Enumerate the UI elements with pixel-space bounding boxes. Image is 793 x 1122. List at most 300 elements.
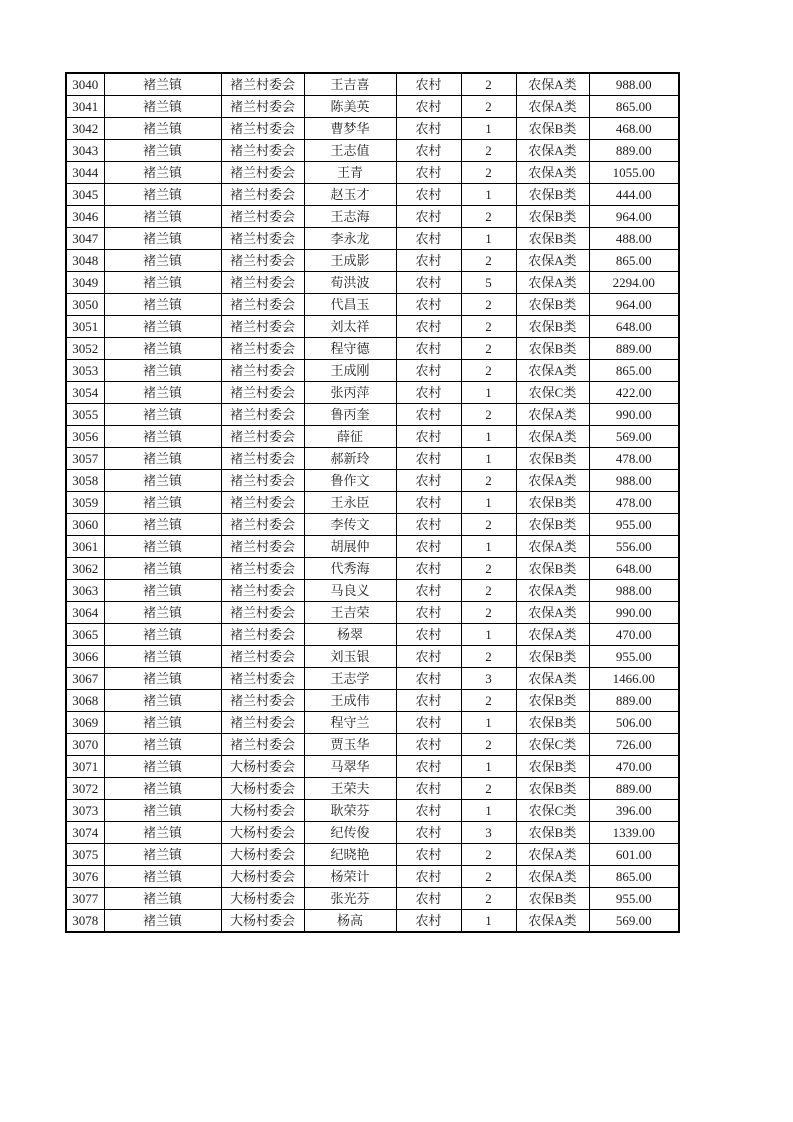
cell-village-committee: 褚兰村委会 (221, 536, 304, 558)
cell-serial-number: 3049 (66, 272, 104, 294)
cell-village-committee: 褚兰村委会 (221, 668, 304, 690)
cell-amount: 955.00 (589, 888, 679, 910)
cell-category: 农村 (396, 470, 461, 492)
cell-name: 王永臣 (304, 492, 396, 514)
cell-village-committee: 褚兰村委会 (221, 580, 304, 602)
cell-insurance-class: 农保B类 (516, 228, 589, 250)
table-row (66, 558, 679, 580)
cell-category: 农村 (396, 360, 461, 382)
cell-name: 陈美英 (304, 96, 396, 118)
cell-village-committee: 褚兰村委会 (221, 73, 304, 96)
cell-category: 农村 (396, 800, 461, 822)
cell-town: 褚兰镇 (104, 140, 221, 162)
cell-category: 农村 (396, 228, 461, 250)
cell-category: 农村 (396, 910, 461, 933)
cell-name: 张丙萍 (304, 382, 396, 404)
cell-persons: 2 (461, 294, 516, 316)
cell-town: 褚兰镇 (104, 646, 221, 668)
cell-town: 褚兰镇 (104, 734, 221, 756)
cell-insurance-class: 农保A类 (516, 536, 589, 558)
cell-village-committee: 大杨村委会 (221, 866, 304, 888)
table-row (66, 844, 679, 866)
cell-serial-number: 3062 (66, 558, 104, 580)
cell-amount: 1339.00 (589, 822, 679, 844)
cell-town: 褚兰镇 (104, 470, 221, 492)
cell-persons: 1 (461, 712, 516, 734)
cell-town: 褚兰镇 (104, 866, 221, 888)
cell-serial-number: 3052 (66, 338, 104, 360)
table-row (66, 228, 679, 250)
cell-persons: 2 (461, 316, 516, 338)
table-row (66, 602, 679, 624)
table-row (66, 184, 679, 206)
cell-village-committee: 大杨村委会 (221, 910, 304, 933)
cell-insurance-class: 农保A类 (516, 96, 589, 118)
cell-name: 程守兰 (304, 712, 396, 734)
cell-amount: 865.00 (589, 866, 679, 888)
cell-village-committee: 大杨村委会 (221, 844, 304, 866)
cell-village-committee: 褚兰村委会 (221, 448, 304, 470)
cell-town: 褚兰镇 (104, 800, 221, 822)
table-row (66, 580, 679, 602)
cell-name: 王志值 (304, 140, 396, 162)
cell-town: 褚兰镇 (104, 162, 221, 184)
cell-amount: 478.00 (589, 492, 679, 514)
cell-insurance-class: 农保B类 (516, 338, 589, 360)
cell-serial-number: 3077 (66, 888, 104, 910)
cell-category: 农村 (396, 338, 461, 360)
cell-persons: 2 (461, 514, 516, 536)
cell-category: 农村 (396, 140, 461, 162)
cell-insurance-class: 农保B类 (516, 822, 589, 844)
cell-amount: 726.00 (589, 734, 679, 756)
cell-village-committee: 褚兰村委会 (221, 228, 304, 250)
cell-category: 农村 (396, 866, 461, 888)
cell-serial-number: 3042 (66, 118, 104, 140)
cell-town: 褚兰镇 (104, 426, 221, 448)
cell-name: 马翠华 (304, 756, 396, 778)
cell-category: 农村 (396, 118, 461, 140)
cell-village-committee: 褚兰村委会 (221, 184, 304, 206)
cell-persons: 1 (461, 756, 516, 778)
cell-amount: 955.00 (589, 646, 679, 668)
cell-insurance-class: 农保C类 (516, 800, 589, 822)
cell-insurance-class: 农保A类 (516, 470, 589, 492)
cell-serial-number: 3060 (66, 514, 104, 536)
cell-persons: 2 (461, 73, 516, 96)
cell-category: 农村 (396, 558, 461, 580)
cell-amount: 648.00 (589, 558, 679, 580)
cell-category: 农村 (396, 646, 461, 668)
table-row (66, 514, 679, 536)
cell-amount: 990.00 (589, 602, 679, 624)
table-row (66, 96, 679, 118)
cell-persons: 2 (461, 470, 516, 492)
cell-town: 褚兰镇 (104, 690, 221, 712)
cell-serial-number: 3064 (66, 602, 104, 624)
cell-name: 赵玉才 (304, 184, 396, 206)
cell-serial-number: 3065 (66, 624, 104, 646)
cell-category: 农村 (396, 580, 461, 602)
cell-name: 纪传俊 (304, 822, 396, 844)
cell-name: 贾玉华 (304, 734, 396, 756)
cell-town: 褚兰镇 (104, 228, 221, 250)
cell-persons: 1 (461, 184, 516, 206)
cell-category: 农村 (396, 426, 461, 448)
table-row (66, 690, 679, 712)
cell-village-committee: 大杨村委会 (221, 800, 304, 822)
cell-persons: 3 (461, 822, 516, 844)
cell-village-committee: 褚兰村委会 (221, 316, 304, 338)
cell-town: 褚兰镇 (104, 624, 221, 646)
cell-category: 农村 (396, 492, 461, 514)
cell-name: 耿荣芬 (304, 800, 396, 822)
table-row (66, 426, 679, 448)
cell-name: 鲁丙奎 (304, 404, 396, 426)
table-row (66, 756, 679, 778)
cell-name: 王成影 (304, 250, 396, 272)
cell-amount: 601.00 (589, 844, 679, 866)
cell-amount: 396.00 (589, 800, 679, 822)
table-row (66, 734, 679, 756)
cell-persons: 2 (461, 734, 516, 756)
cell-town: 褚兰镇 (104, 338, 221, 360)
welfare-benefits-table (65, 72, 680, 933)
cell-serial-number: 3069 (66, 712, 104, 734)
cell-serial-number: 3076 (66, 866, 104, 888)
cell-name: 王成伟 (304, 690, 396, 712)
cell-insurance-class: 农保A类 (516, 668, 589, 690)
cell-village-committee: 褚兰村委会 (221, 162, 304, 184)
cell-town: 褚兰镇 (104, 96, 221, 118)
cell-persons: 2 (461, 866, 516, 888)
cell-serial-number: 3041 (66, 96, 104, 118)
cell-persons: 1 (461, 448, 516, 470)
cell-insurance-class: 农保A类 (516, 866, 589, 888)
table-row (66, 624, 679, 646)
cell-insurance-class: 农保A类 (516, 140, 589, 162)
cell-serial-number: 3061 (66, 536, 104, 558)
cell-insurance-class: 农保A类 (516, 844, 589, 866)
table-row (66, 910, 679, 933)
cell-village-committee: 褚兰村委会 (221, 514, 304, 536)
cell-village-committee: 大杨村委会 (221, 756, 304, 778)
cell-category: 农村 (396, 668, 461, 690)
cell-insurance-class: 农保A类 (516, 250, 589, 272)
cell-town: 褚兰镇 (104, 184, 221, 206)
cell-insurance-class: 农保B类 (516, 646, 589, 668)
cell-town: 褚兰镇 (104, 250, 221, 272)
cell-persons: 3 (461, 668, 516, 690)
cell-persons: 2 (461, 250, 516, 272)
cell-category: 农村 (396, 250, 461, 272)
table-row (66, 888, 679, 910)
cell-village-committee: 褚兰村委会 (221, 426, 304, 448)
cell-village-committee: 大杨村委会 (221, 822, 304, 844)
cell-persons: 2 (461, 140, 516, 162)
cell-name: 王青 (304, 162, 396, 184)
cell-insurance-class: 农保B类 (516, 206, 589, 228)
cell-category: 农村 (396, 272, 461, 294)
cell-village-committee: 褚兰村委会 (221, 646, 304, 668)
cell-persons: 1 (461, 118, 516, 140)
cell-serial-number: 3048 (66, 250, 104, 272)
table-row (66, 822, 679, 844)
cell-name: 张光芬 (304, 888, 396, 910)
cell-town: 褚兰镇 (104, 360, 221, 382)
table-row (66, 338, 679, 360)
cell-amount: 1466.00 (589, 668, 679, 690)
table-row (66, 448, 679, 470)
cell-amount: 648.00 (589, 316, 679, 338)
cell-village-committee: 褚兰村委会 (221, 118, 304, 140)
cell-name: 代昌玉 (304, 294, 396, 316)
cell-persons: 2 (461, 580, 516, 602)
cell-category: 农村 (396, 73, 461, 96)
cell-name: 王志学 (304, 668, 396, 690)
cell-name: 胡展仲 (304, 536, 396, 558)
cell-category: 农村 (396, 96, 461, 118)
cell-insurance-class: 农保B类 (516, 690, 589, 712)
cell-persons: 2 (461, 96, 516, 118)
cell-serial-number: 3059 (66, 492, 104, 514)
cell-persons: 2 (461, 690, 516, 712)
cell-village-committee: 大杨村委会 (221, 778, 304, 800)
table-row (66, 646, 679, 668)
cell-category: 农村 (396, 822, 461, 844)
cell-amount: 488.00 (589, 228, 679, 250)
cell-town: 褚兰镇 (104, 910, 221, 933)
cell-insurance-class: 农保B类 (516, 184, 589, 206)
cell-village-committee: 褚兰村委会 (221, 206, 304, 228)
cell-persons: 2 (461, 338, 516, 360)
cell-amount: 988.00 (589, 580, 679, 602)
cell-name: 荀洪波 (304, 272, 396, 294)
cell-persons: 2 (461, 558, 516, 580)
cell-name: 纪晓艳 (304, 844, 396, 866)
cell-amount: 470.00 (589, 756, 679, 778)
cell-village-committee: 褚兰村委会 (221, 602, 304, 624)
cell-serial-number: 3054 (66, 382, 104, 404)
cell-amount: 889.00 (589, 690, 679, 712)
cell-category: 农村 (396, 448, 461, 470)
cell-persons: 1 (461, 228, 516, 250)
cell-insurance-class: 农保C类 (516, 734, 589, 756)
cell-name: 鲁作文 (304, 470, 396, 492)
table-row (66, 536, 679, 558)
cell-town: 褚兰镇 (104, 712, 221, 734)
cell-amount: 988.00 (589, 73, 679, 96)
cell-town: 褚兰镇 (104, 448, 221, 470)
cell-name: 郝新玲 (304, 448, 396, 470)
cell-insurance-class: 农保A类 (516, 426, 589, 448)
cell-town: 褚兰镇 (104, 888, 221, 910)
cell-insurance-class: 农保A类 (516, 360, 589, 382)
cell-serial-number: 3074 (66, 822, 104, 844)
cell-town: 褚兰镇 (104, 558, 221, 580)
cell-name: 刘玉银 (304, 646, 396, 668)
cell-name: 曹梦华 (304, 118, 396, 140)
cell-name: 薛征 (304, 426, 396, 448)
cell-insurance-class: 农保A类 (516, 162, 589, 184)
cell-village-committee: 大杨村委会 (221, 888, 304, 910)
cell-town: 褚兰镇 (104, 272, 221, 294)
cell-insurance-class: 农保C类 (516, 382, 589, 404)
cell-persons: 2 (461, 404, 516, 426)
cell-village-committee: 褚兰村委会 (221, 470, 304, 492)
cell-amount: 964.00 (589, 206, 679, 228)
cell-village-committee: 褚兰村委会 (221, 734, 304, 756)
cell-village-committee: 褚兰村委会 (221, 294, 304, 316)
cell-town: 褚兰镇 (104, 844, 221, 866)
cell-serial-number: 3068 (66, 690, 104, 712)
table-row (66, 294, 679, 316)
cell-name: 李永龙 (304, 228, 396, 250)
table-row (66, 73, 679, 96)
cell-village-committee: 褚兰村委会 (221, 382, 304, 404)
cell-name: 王志海 (304, 206, 396, 228)
cell-insurance-class: 农保A类 (516, 272, 589, 294)
cell-persons: 2 (461, 162, 516, 184)
table-row (66, 470, 679, 492)
cell-serial-number: 3066 (66, 646, 104, 668)
cell-village-committee: 褚兰村委会 (221, 250, 304, 272)
table-row (66, 118, 679, 140)
cell-name: 杨翠 (304, 624, 396, 646)
table-row (66, 162, 679, 184)
cell-name: 程守德 (304, 338, 396, 360)
cell-serial-number: 3072 (66, 778, 104, 800)
cell-town: 褚兰镇 (104, 778, 221, 800)
cell-persons: 2 (461, 888, 516, 910)
cell-serial-number: 3070 (66, 734, 104, 756)
cell-insurance-class: 农保B类 (516, 712, 589, 734)
cell-insurance-class: 农保A类 (516, 404, 589, 426)
cell-serial-number: 3075 (66, 844, 104, 866)
cell-name: 杨荣计 (304, 866, 396, 888)
cell-category: 农村 (396, 184, 461, 206)
cell-persons: 2 (461, 646, 516, 668)
cell-insurance-class: 农保B类 (516, 778, 589, 800)
cell-insurance-class: 农保B类 (516, 316, 589, 338)
cell-insurance-class: 农保B类 (516, 448, 589, 470)
cell-name: 王吉喜 (304, 73, 396, 96)
cell-insurance-class: 农保A类 (516, 580, 589, 602)
cell-insurance-class: 农保B类 (516, 756, 589, 778)
cell-village-committee: 褚兰村委会 (221, 492, 304, 514)
cell-serial-number: 3040 (66, 73, 104, 96)
cell-name: 杨高 (304, 910, 396, 933)
cell-serial-number: 3044 (66, 162, 104, 184)
cell-town: 褚兰镇 (104, 756, 221, 778)
cell-name: 王吉荣 (304, 602, 396, 624)
cell-town: 褚兰镇 (104, 514, 221, 536)
cell-town: 褚兰镇 (104, 206, 221, 228)
table-row (66, 360, 679, 382)
cell-serial-number: 3063 (66, 580, 104, 602)
cell-serial-number: 3043 (66, 140, 104, 162)
cell-serial-number: 3047 (66, 228, 104, 250)
cell-village-committee: 褚兰村委会 (221, 140, 304, 162)
table-row (66, 140, 679, 162)
table-row (66, 778, 679, 800)
table-row (66, 206, 679, 228)
cell-village-committee: 褚兰村委会 (221, 712, 304, 734)
cell-category: 农村 (396, 844, 461, 866)
cell-persons: 1 (461, 536, 516, 558)
cell-persons: 2 (461, 206, 516, 228)
cell-amount: 444.00 (589, 184, 679, 206)
cell-category: 农村 (396, 404, 461, 426)
cell-amount: 889.00 (589, 338, 679, 360)
cell-name: 王成刚 (304, 360, 396, 382)
cell-insurance-class: 农保A类 (516, 624, 589, 646)
cell-serial-number: 3045 (66, 184, 104, 206)
cell-town: 褚兰镇 (104, 404, 221, 426)
cell-serial-number: 3057 (66, 448, 104, 470)
cell-village-committee: 褚兰村委会 (221, 624, 304, 646)
cell-village-committee: 褚兰村委会 (221, 558, 304, 580)
cell-persons: 2 (461, 844, 516, 866)
cell-category: 农村 (396, 536, 461, 558)
cell-amount: 2294.00 (589, 272, 679, 294)
cell-persons: 1 (461, 910, 516, 933)
cell-category: 农村 (396, 294, 461, 316)
cell-village-committee: 褚兰村委会 (221, 272, 304, 294)
cell-amount: 470.00 (589, 624, 679, 646)
cell-amount: 468.00 (589, 118, 679, 140)
cell-village-committee: 褚兰村委会 (221, 338, 304, 360)
cell-category: 农村 (396, 514, 461, 536)
cell-insurance-class: 农保B类 (516, 492, 589, 514)
cell-persons: 1 (461, 624, 516, 646)
cell-serial-number: 3051 (66, 316, 104, 338)
cell-serial-number: 3067 (66, 668, 104, 690)
table-row (66, 316, 679, 338)
cell-insurance-class: 农保B类 (516, 294, 589, 316)
cell-insurance-class: 农保A类 (516, 602, 589, 624)
table-row (66, 800, 679, 822)
cell-amount: 478.00 (589, 448, 679, 470)
cell-insurance-class: 农保B类 (516, 558, 589, 580)
cell-amount: 955.00 (589, 514, 679, 536)
table-row (66, 866, 679, 888)
table-row (66, 492, 679, 514)
cell-name: 刘太祥 (304, 316, 396, 338)
cell-category: 农村 (396, 624, 461, 646)
cell-category: 农村 (396, 712, 461, 734)
cell-insurance-class: 农保A类 (516, 73, 589, 96)
table-row (66, 272, 679, 294)
cell-town: 褚兰镇 (104, 382, 221, 404)
cell-amount: 889.00 (589, 778, 679, 800)
cell-amount: 556.00 (589, 536, 679, 558)
cell-name: 马良义 (304, 580, 396, 602)
cell-name: 代秀海 (304, 558, 396, 580)
cell-serial-number: 3078 (66, 910, 104, 933)
cell-amount: 506.00 (589, 712, 679, 734)
cell-persons: 1 (461, 800, 516, 822)
cell-persons: 5 (461, 272, 516, 294)
cell-town: 褚兰镇 (104, 118, 221, 140)
cell-town: 褚兰镇 (104, 602, 221, 624)
cell-category: 农村 (396, 316, 461, 338)
cell-category: 农村 (396, 382, 461, 404)
cell-persons: 1 (461, 382, 516, 404)
cell-category: 农村 (396, 690, 461, 712)
cell-amount: 1055.00 (589, 162, 679, 184)
cell-category: 农村 (396, 162, 461, 184)
